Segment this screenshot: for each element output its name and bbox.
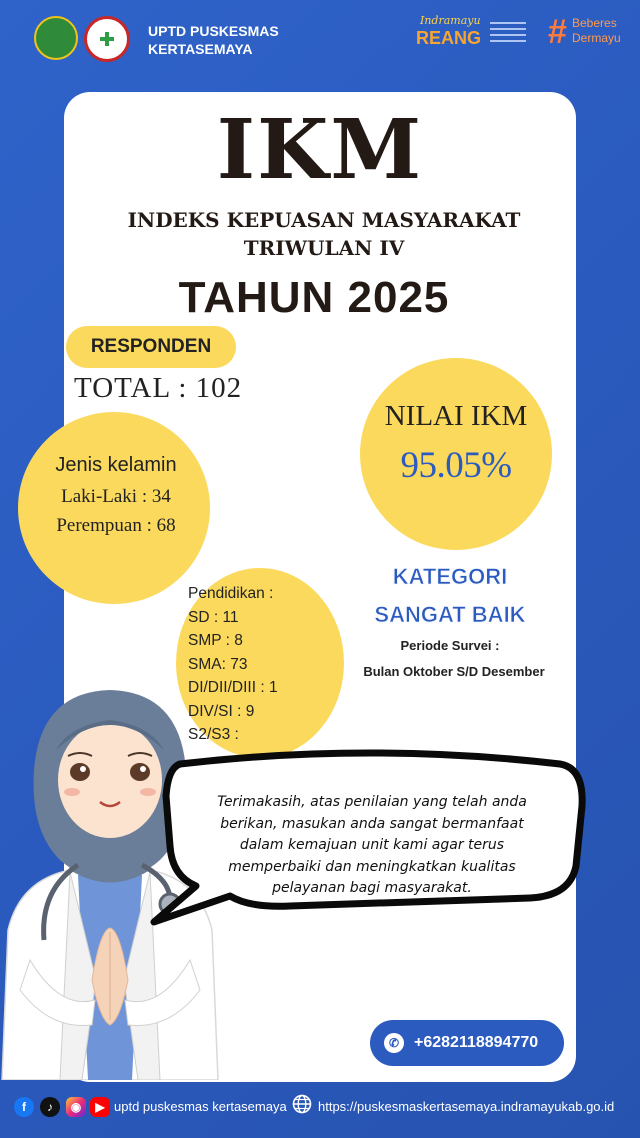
- education-item: DIV/SI : 9: [188, 702, 255, 720]
- hash-icon: #: [548, 13, 567, 51]
- org-name-line2: KERTASEMAYA: [148, 41, 253, 57]
- survey-period-label: Periode Survei :: [400, 638, 500, 653]
- tiktok-icon[interactable]: ♪: [40, 1097, 60, 1117]
- message-line: berikan, masukan anda sangat bermanfaat: [220, 815, 524, 832]
- beberes-dermayu-logo: [548, 13, 621, 51]
- instagram-icon[interactable]: ◉: [66, 1097, 86, 1117]
- subtitle-line2: TRIWULAN IV: [243, 236, 405, 260]
- message-line: dalam kemajuan unit kami agar terus: [239, 837, 505, 853]
- year-title: TAHUN 2025: [178, 273, 450, 322]
- website-link[interactable]: https://puskesmaskertasemaya.indramayukab.go.id: [318, 1099, 615, 1114]
- education-item: SD : 11: [188, 608, 239, 626]
- education-item: DI/DII/DIII : 1: [188, 679, 278, 696]
- brand1-script: Indramayu: [420, 14, 481, 27]
- message-line: pelayanan bagi masyarakat.: [272, 880, 472, 896]
- subtitle-line1: INDEKS KEPUASAN MASYARAKAT: [127, 208, 521, 232]
- phone-number: +6282118894770: [414, 1034, 539, 1051]
- education-item: SMP : 8: [188, 632, 243, 649]
- respondent-badge: RESPONDEN: [66, 326, 236, 368]
- thank-you-message: [182, 792, 562, 900]
- gender-circle: [18, 412, 210, 604]
- survey-period-value: Bulan Oktober S/D Desember: [363, 664, 545, 679]
- youtube-icon[interactable]: ▶: [90, 1097, 110, 1117]
- brand2-text: [572, 16, 621, 46]
- message-line: memperbaiki dan meningkatkan kualitas: [228, 858, 516, 875]
- regency-emblem-icon: [34, 16, 78, 60]
- subtitle: [64, 206, 584, 262]
- org-name-line1: UPTD PUSKESMAS: [148, 23, 279, 39]
- facebook-icon[interactable]: f: [14, 1097, 34, 1117]
- social-handle: uptd puskesmas kertasemaya: [114, 1099, 287, 1114]
- category-label: KATEGORI: [392, 564, 508, 589]
- phone-icon: ✆: [384, 1033, 404, 1053]
- brand2-line2: Dermayu: [572, 31, 621, 45]
- ikm-label: NILAI IKM: [384, 400, 528, 432]
- puskesmas-logo-icon: [84, 16, 130, 62]
- education-item: S2/S3 :: [188, 726, 239, 743]
- gender-male: Laki-Laki : 34: [61, 486, 171, 507]
- category-value: SANGAT BAIK: [374, 602, 526, 627]
- respondent-total: TOTAL : 102: [74, 372, 243, 404]
- brand2-line1: Beberes: [572, 16, 617, 30]
- gender-female: Perempuan : 68: [56, 515, 176, 536]
- education-title: Pendidikan :: [188, 585, 274, 602]
- message-line: Terimakasih, atas penilaian yang telah anda: [217, 794, 527, 810]
- indramayu-reang-logo: [416, 14, 490, 54]
- gender-title: Jenis kelamin: [55, 454, 177, 476]
- page-title: IKM: [216, 102, 424, 198]
- ikm-value: 95.05%: [400, 445, 512, 486]
- brand-lines-decoration: [490, 22, 526, 46]
- globe-icon: [292, 1094, 312, 1114]
- education-item: SMA: 73: [188, 655, 248, 673]
- brand1-main: REANG: [416, 28, 482, 48]
- org-name: [148, 22, 279, 58]
- phone-contact-button[interactable]: [370, 1020, 564, 1066]
